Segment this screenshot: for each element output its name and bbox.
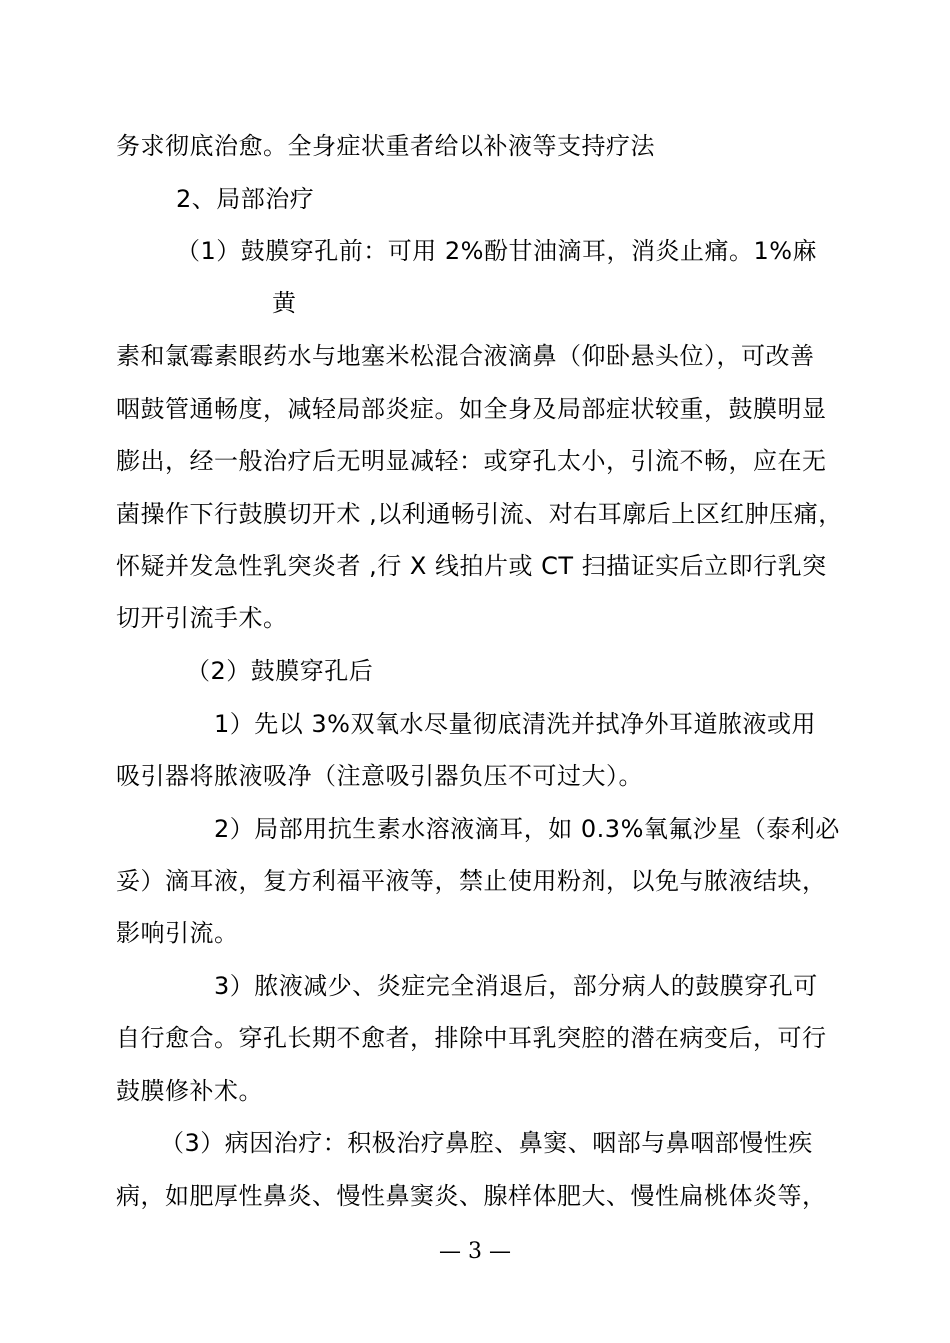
text-line-8: 菌操作下行鼓膜切开术 ,以利通畅引流、对右耳廓后上区红肿压痛，	[116, 500, 843, 528]
section-heading-local-treatment: 2、局部治疗	[176, 185, 315, 213]
text-line-12: 1）先以 3%双氧水尽量彻底清洗并拭净外耳道脓液或用	[214, 710, 816, 738]
text-line-6: 咽鼓管通畅度，减轻局部炎症。如全身及局部症状较重，鼓膜明显	[116, 395, 827, 423]
text-line-1: 务求彻底治愈。全身症状重者给以补液等支持疗法	[116, 132, 655, 160]
text-line-21: 病，如肥厚性鼻炎、慢性鼻窦炎、腺样体肥大、慢性扁桃体炎等，	[116, 1182, 827, 1210]
text-line-15: 妥）滴耳液，复方利福平液等，禁止使用粉剂，以免与脓液结块，	[116, 867, 827, 895]
text-line-14: 2）局部用抗生素水溶液滴耳，如 0.3%氧氟沙星（泰利必	[214, 815, 840, 843]
text-line-16: 影响引流。	[116, 919, 239, 947]
subheading-etiology-treatment: （3）病因治疗：积极治疗鼻腔、鼻窦、咽部与鼻咽部慢性疾	[160, 1129, 813, 1157]
subheading-after-perforation: （2）鼓膜穿孔后	[186, 657, 374, 685]
text-line-10: 切开引流手术。	[116, 604, 288, 632]
text-line-17: 3）脓液减少、炎症完全消退后，部分病人的鼓膜穿孔可	[214, 972, 818, 1000]
text-line-18: 自行愈合。穿孔长期不愈者，排除中耳乳突腔的潜在病变后，可行	[116, 1024, 827, 1052]
text-line-7: 膨出，经一般治疗后无明显减轻：或穿孔太小，引流不畅，应在无	[116, 447, 827, 475]
text-line-5: 素和氯霉素眼药水与地塞米松混合液滴鼻（仰卧悬头位），可改善	[116, 342, 815, 370]
text-line-9: 怀疑并发急性乳突炎者 ,行 X 线拍片或 CT 扫描证实后立即行乳突	[116, 552, 827, 580]
text-line-4: 黄	[272, 289, 297, 317]
page-number: — 3 —	[439, 1239, 511, 1264]
text-line-3: （1）鼓膜穿孔前：可用 2%酚甘油滴耳，消炎止痛。1%麻	[176, 237, 818, 265]
text-line-19: 鼓膜修补术。	[116, 1077, 263, 1105]
text-line-13: 吸引器将脓液吸净（注意吸引器负压不可过大）。	[116, 762, 643, 790]
